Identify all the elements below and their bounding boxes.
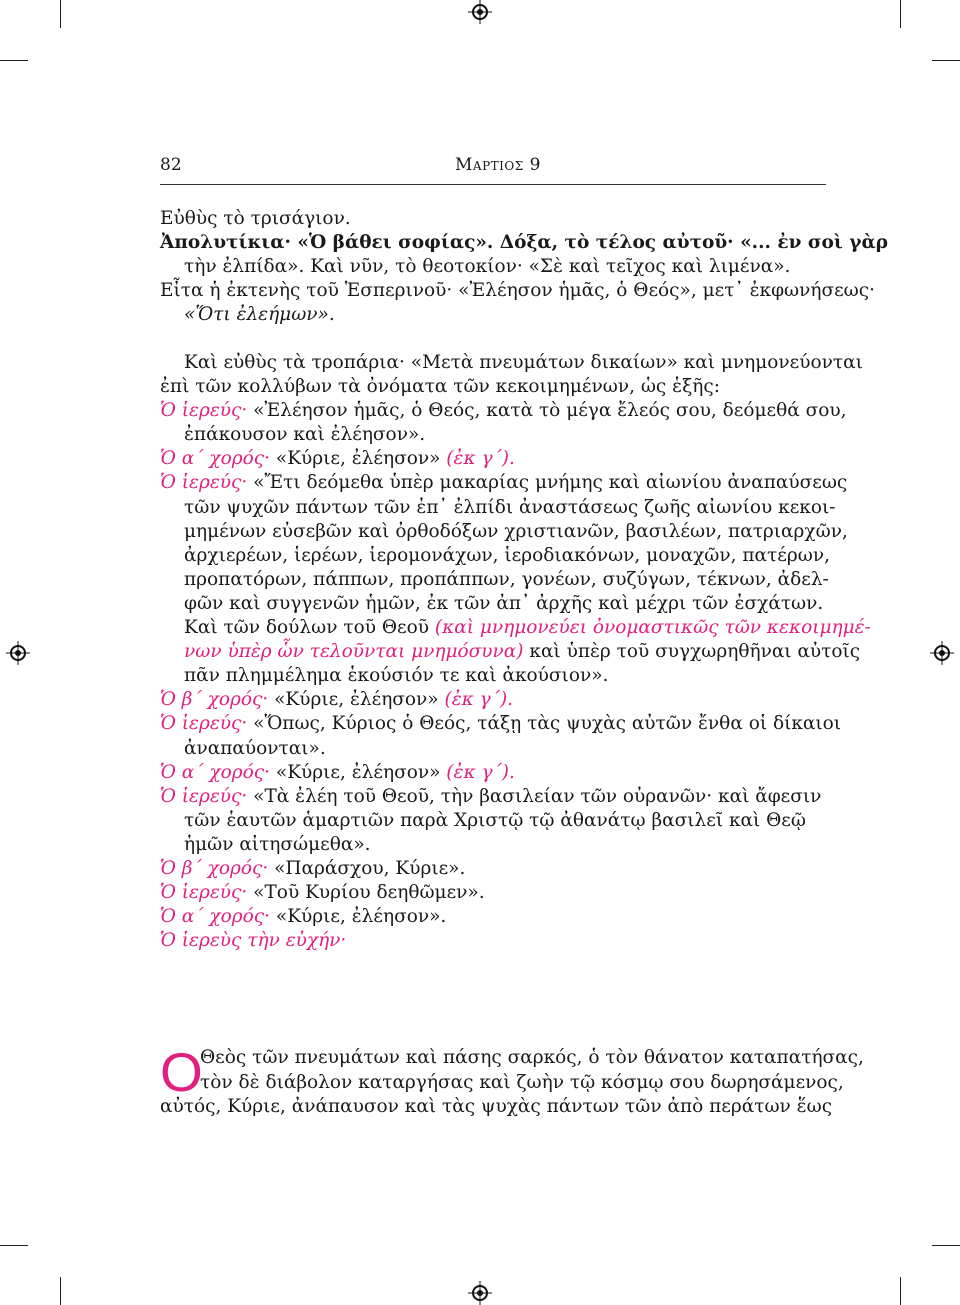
text-line: ἡμῶν αἰτησώμεθα».: [184, 833, 371, 855]
text-line: ἐπάκουσον καὶ ἐλέησον».: [184, 424, 426, 446]
memorial-litany: [160, 351, 871, 953]
text-line: ἀναπαύονται».: [184, 737, 326, 759]
text-line: Ὁ ἱερεύς· «Ὅπως, Κύριος ὁ Θεός, τάξῃ τὰς ψυχὰς αὐτῶν ἔνθα οἱ δίκαιοι: [160, 713, 842, 735]
drop-cap: Ο: [160, 1041, 203, 1103]
text-line: τῶν ἑαυτῶν ἁμαρτιῶν παρὰ Χριστῷ τῷ ἀθανάτῳ βασιλεῖ καὶ Θεῷ: [184, 809, 806, 831]
text-line: Ὁ ἱερεύς· «Ἔτι δεόμεθα ὑπὲρ μακαρίας μνήμης καὶ αἰωνίου ἀναπαύσεως: [160, 472, 848, 494]
text-line: πᾶν πλημμέλημα ἑκούσιόν τε καὶ ἀκούσιον».: [184, 665, 609, 687]
text-line: Ὁ ἱερεὺς τὴν εὐχήν·: [160, 930, 347, 952]
crop-mark: [932, 60, 960, 61]
text-line: Καὶ εὐθὺς τὰ τροπάρια· «Μετὰ πνευμάτων δικαίων» καὶ μνημονεύονται: [184, 352, 863, 373]
text-line: προπατόρων, πάππων, προπάππων, γονέων, συζύγων, τέκνων, ἀδελ-: [184, 568, 829, 590]
registration-mark-icon: [934, 645, 950, 661]
crop-mark: [932, 1245, 960, 1246]
running-head: Μαρτιος 9: [455, 155, 541, 175]
crop-mark: [900, 0, 901, 28]
crop-mark: [60, 1277, 61, 1305]
text-line: Ὁ ἱερεύς· «Τοῦ Κυρίου δεηθῶμεν».: [160, 882, 485, 904]
prayer-paragraph: [160, 1041, 864, 1120]
text-line: τῶν ψυχῶν πάντων τῶν ἐπ᾽ ἐλπίδι ἀναστάσεως ζωῆς αἰωνίου κεκοι-: [184, 496, 836, 518]
text-line: Εἶτα ἡ ἐκτενὴς τοῦ Ἑσπερινοῦ· «Ἐλέησον ἡμᾶς, ὁ Θεός», μετ᾽ ἐκφωνήσεως·: [160, 280, 875, 302]
text-line: Καὶ τῶν δούλων τοῦ Θεοῦ (καὶ μνημονεύει ὀνομαστικῶς τῶν κεκοιμημέ-: [184, 617, 871, 639]
text-line: ἀρχιερέων, ἱερέων, ἱερομονάχων, ἱεροδιακόνων, μοναχῶν, πατέρων,: [184, 544, 830, 566]
registration-mark-icon: [472, 4, 488, 20]
text-line: τὴν ἐλπίδα». Καὶ νῦν, τὸ θεοτοκίον· «Σὲ καὶ τεῖχος καὶ λιμένα».: [184, 256, 791, 278]
text-line: νων ὑπὲρ ὧν τελοῦνται μνημόσυνα) καὶ ὑπὲρ τοῦ συγχωρηθῆναι αὐτοῖς: [184, 641, 861, 663]
text-line: Ὁ α´ χορός· «Κύριε, ἐλέησον» (ἐκ γ´).: [160, 761, 515, 783]
registration-mark-icon: [10, 645, 26, 661]
registration-mark-icon: [472, 1285, 488, 1301]
text-line: αὐτός, Κύριε, ἀνάπαυσον καὶ τὰς ψυχὰς πάντων τῶν ἀπὸ περάτων ἕως: [160, 1096, 833, 1117]
text-line: Ὁ ἱερεύς· «Ἐλέησον ἡμᾶς, ὁ Θεός, κατὰ τὸ μέγα ἔλεός σου, δεόμεθά σου,: [160, 400, 847, 422]
text-line: Ὁ α´ χορός· «Κύριε, ἐλέησον».: [160, 906, 447, 928]
text-line: Ὁ α´ χορός· «Κύριε, ἐλέησον» (ἐκ γ´).: [160, 448, 515, 470]
text-line: Ὁ β´ χορός· «Κύριε, ἐλέησον» (ἐκ γ´).: [160, 689, 514, 711]
crop-mark: [900, 1277, 901, 1305]
page-header: [160, 155, 826, 181]
opening-rubrics: [160, 207, 889, 327]
text-line: Ὁ ἱερεύς· «Τὰ ἐλέη τοῦ Θεοῦ, τὴν βασιλείαν τῶν οὐρανῶν· καὶ ἄφεσιν: [160, 785, 822, 807]
text-line: τὸν δὲ διάβολον καταργήσας καὶ ζωὴν τῷ κόσμῳ σου δωρησάμενος,: [200, 1071, 844, 1093]
crop-mark: [0, 1245, 28, 1246]
crop-mark: [0, 60, 28, 61]
text-line: Εὐθὺς τὸ τρισάγιον.: [160, 208, 351, 229]
crop-mark: [60, 0, 61, 28]
text-line: Θεὸς τῶν πνευμάτων καὶ πάσης σαρκός, ὁ τὸν θάνατον καταπατήσας,: [200, 1047, 864, 1068]
text-line: μημένων εὐσεβῶν καὶ ὀρθοδόξων χριστιανῶν, βασιλέων, πατριαρχῶν,: [184, 520, 848, 542]
text-line: Ἀπολυτίκια· «Ὁ βάθει σοφίας». Δόξα, τὸ τέλος αὐτοῦ· «... ἐν σοὶ γὰρ: [160, 232, 889, 254]
text-line: Ὁ β´ χορός· «Παράσχου, Κύριε».: [160, 857, 466, 879]
text-line: «Ὅτι ἐλεήμων».: [184, 304, 335, 326]
text-line: φῶν καὶ συγγενῶν ἡμῶν, ἐκ τῶν ἀπ᾽ ἀρχῆς καὶ μέχρι τῶν ἐσχάτων.: [184, 592, 824, 614]
text-line: ἐπὶ τῶν κολλύβων τὰ ὀνόματα τῶν κεκοιμημένων, ὡς ἑξῆς:: [160, 376, 720, 398]
page-number: 82: [160, 155, 182, 175]
header-rule: [160, 184, 826, 185]
